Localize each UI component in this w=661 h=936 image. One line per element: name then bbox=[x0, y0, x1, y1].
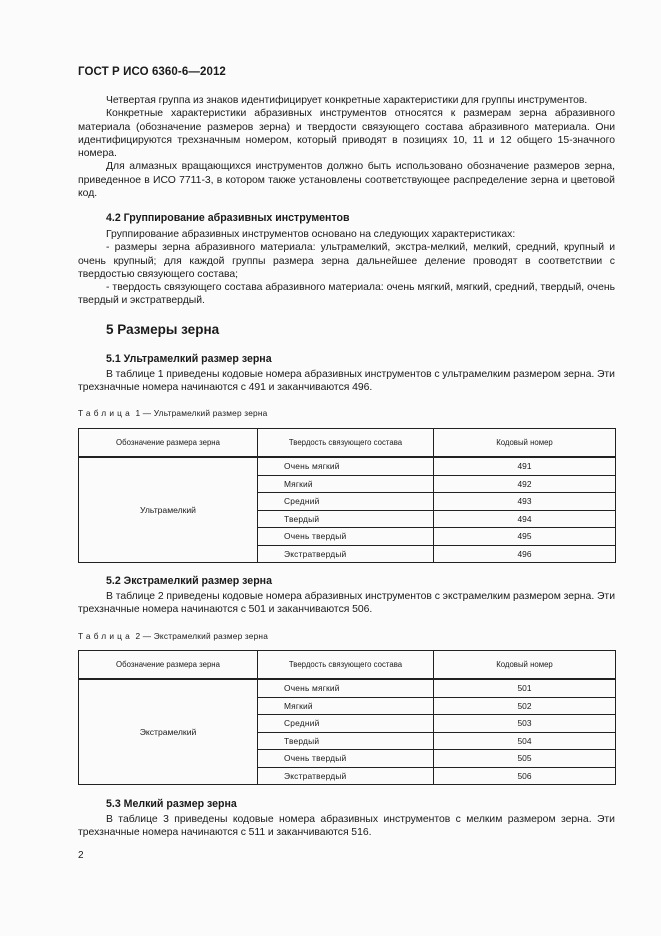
paragraph: В таблице 3 приведены кодовые номера абразивных инструментов с мелким размером зерна. Эти трехзначные номера начинаются с 511 и заканчиваются 516. bbox=[78, 814, 615, 839]
column-header: Твердость связующего состава bbox=[258, 651, 434, 680]
caption-text: 1 — Ультрамелкий размер зерна bbox=[132, 408, 268, 418]
section-heading: 5 Размеры зерна bbox=[106, 322, 220, 337]
code-cell: 501 bbox=[434, 679, 616, 697]
hardness-cell: Мягкий bbox=[258, 475, 434, 493]
code-cell: 494 bbox=[434, 510, 616, 528]
table-2-caption bbox=[78, 631, 615, 641]
paragraph: Группирование абразивных инструментов основано на следующих характеристиках: bbox=[106, 229, 516, 240]
caption-label: Таблица bbox=[78, 631, 133, 641]
hardness-cell: Очень мягкий bbox=[258, 457, 434, 475]
paragraph: Для алмазных вращающихся инструментов должно быть использовано обозначение размеров зерна, приведенное в ИСО 7711-3, в котором также установлены соответствующее распределение зерна и цветовой код. bbox=[78, 161, 615, 200]
code-cell: 505 bbox=[434, 750, 616, 768]
code-cell: 502 bbox=[434, 697, 616, 715]
hardness-cell: Экстратвердый bbox=[258, 545, 434, 563]
code-cell: 493 bbox=[434, 493, 616, 511]
grain-cell: Ультрамелкий bbox=[79, 457, 258, 563]
code-cell: 495 bbox=[434, 528, 616, 546]
grain-cell: Экстрамелкий bbox=[79, 679, 258, 785]
hardness-cell: Твердый bbox=[258, 510, 434, 528]
hardness-cell: Экстратвердый bbox=[258, 767, 434, 785]
code-cell: 492 bbox=[434, 475, 616, 493]
section-5-1 bbox=[78, 353, 615, 395]
paragraph: В таблице 2 приведены кодовые номера абразивных инструментов с экстрамелким размером зерна. Эти трехзначные номера начинаются с 501 и заканчиваются 506. bbox=[78, 591, 615, 616]
code-cell: 496 bbox=[434, 545, 616, 563]
hardness-cell: Средний bbox=[258, 715, 434, 733]
table-row bbox=[79, 457, 616, 475]
section-5-2 bbox=[78, 575, 615, 617]
list-item: - твердость связующего состава абразивного материала: очень мягкий, мягкий, средний, твердый, очень твердый и экстратвердый. bbox=[78, 282, 615, 307]
column-header: Твердость связующего состава bbox=[258, 429, 434, 458]
section-heading: 5.3 Мелкий размер зерна bbox=[106, 798, 237, 810]
caption-label: Таблица bbox=[78, 408, 133, 418]
column-header: Обозначение размера зерна bbox=[79, 651, 258, 680]
hardness-cell: Средний bbox=[258, 493, 434, 511]
section-5-3 bbox=[78, 798, 615, 840]
code-cell: 503 bbox=[434, 715, 616, 733]
table-1 bbox=[78, 428, 616, 563]
caption-text: 2 — Экстрамелкий размер зерна bbox=[132, 631, 269, 641]
table-header-row bbox=[79, 429, 616, 458]
section-heading: 4.2 Группирование абразивных инструментов bbox=[106, 212, 350, 224]
section-5 bbox=[78, 322, 615, 337]
column-header: Кодовый номер bbox=[434, 429, 616, 458]
hardness-cell: Мягкий bbox=[258, 697, 434, 715]
table-2 bbox=[78, 650, 616, 785]
column-header: Обозначение размера зерна bbox=[79, 429, 258, 458]
code-cell: 491 bbox=[434, 457, 616, 475]
list-item: - размеры зерна абразивного материала: ультрамелкий, экстра-мелкий, мелкий, средний, крупный и очень крупный; для каждой группы размера зерна дальнейшее деление проводят в соответствии с твердостью связующего состава; bbox=[78, 242, 615, 280]
hardness-cell: Очень мягкий bbox=[258, 679, 434, 697]
hardness-cell: Твердый bbox=[258, 732, 434, 750]
page-number: 2 bbox=[78, 850, 84, 861]
document-header: ГОСТ Р ИСО 6360-6—2012 bbox=[78, 66, 226, 78]
hardness-cell: Очень твердый bbox=[258, 528, 434, 546]
table-header-row bbox=[79, 651, 616, 680]
section-4-2 bbox=[78, 212, 615, 308]
hardness-cell: Очень твердый bbox=[258, 750, 434, 768]
section-heading: 5.2 Экстрамелкий размер зерна bbox=[106, 575, 272, 587]
code-cell: 506 bbox=[434, 767, 616, 785]
code-cell: 504 bbox=[434, 732, 616, 750]
intro-section bbox=[78, 94, 615, 200]
table-row bbox=[79, 679, 616, 697]
section-heading: 5.1 Ультрамелкий размер зерна bbox=[106, 353, 272, 365]
table-1-caption bbox=[78, 408, 615, 418]
column-header: Кодовый номер bbox=[434, 651, 616, 680]
paragraph: В таблице 1 приведены кодовые номера абразивных инструментов с ультрамелким размером зерна. Эти трехзначные номера начинаются с 491 и заканчиваются 496. bbox=[78, 369, 615, 394]
paragraph: Конкретные характеристики абразивных инструментов относятся к размерам зерна абразивного материала (обозначение размеров зерна) и твердости связующего состава абразивного материала. Они идентифицируются трехзначным номером, который приводят в позициях 10, 11 и 12 общего 15-значного номера. bbox=[78, 108, 615, 160]
paragraph: Четвертая группа из знаков идентифицирует конкретные характеристики для группы инструментов. bbox=[106, 95, 588, 106]
